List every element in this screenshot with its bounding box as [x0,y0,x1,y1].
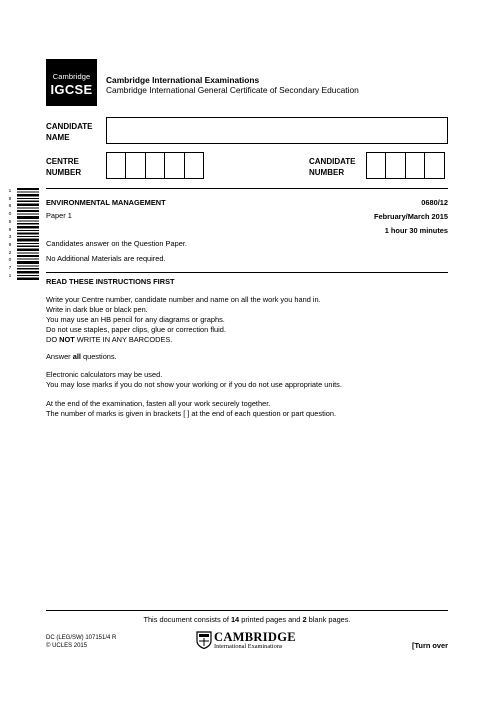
barcode-digit: 1 [8,189,12,194]
igcse-logo [46,59,97,106]
subject-title: ENVIRONMENTAL MANAGEMENT [46,198,166,207]
exam-session: February/March 2015 [374,212,448,221]
centre-number-cell[interactable] [184,152,204,179]
centre-number-field[interactable] [106,152,204,179]
candidate-number-cell[interactable] [424,152,444,179]
barcode-digit: 9 [8,227,12,233]
instruction-line: You may lose marks if you do not show your working or if you do not use appropriate units. [46,380,342,389]
blank-pages-count: 2 [302,615,307,624]
instruction-line: Do not use staples, paper clips, glue or correction fluid. [46,325,226,334]
instructions-block-3 [46,399,336,419]
text-segment: DO [46,335,60,344]
barcode-digit: 3 [8,235,12,241]
emphasis-not: NOT [59,335,75,344]
divider [46,188,448,189]
exam-duration: 1 hour 30 minutes [384,226,448,235]
text-segment: Answer [46,352,73,361]
document-reference [46,634,116,650]
instruction-line: At the end of the examination, fasten all your work securely together. [46,399,271,408]
text-segment: printed pages and [239,615,303,624]
centre-number-cell[interactable] [164,152,184,179]
centre-number-cell[interactable] [125,152,145,179]
candidate-name-label: CANDIDATE NAME [46,122,93,142]
text-segment: This document consists of [143,615,231,624]
instruction-line: You may use an HB pencil for any diagrams or graphs. [46,315,225,324]
barcode-image [17,188,39,280]
paper-number: Paper 1 [46,211,72,220]
instructions-heading: READ THESE INSTRUCTIONS FIRST [46,277,175,286]
barcode-digit: 1 [8,273,12,279]
divider [46,272,448,273]
header-subtitle: Cambridge International General Certificate of Secondary Education [106,85,359,95]
barcode-digit: 0 [8,212,12,218]
cambridge-brand: CAMBRIDGE [214,630,296,644]
page-count [46,615,448,625]
text-segment: WRITE IN ANY BARCODES. [74,335,173,344]
barcode-digit: 2 [8,250,12,256]
barcode-digit: 5 [8,219,12,225]
barcode-digit: 8 [8,196,12,202]
logo-line-2: IGCSE [50,82,93,97]
instructions-block-2 [46,370,342,390]
turn-over-note: [Turn over [412,641,448,650]
barcode-digit: 6 [8,204,12,210]
emphasis-all: all [72,352,81,361]
syllabus-code: 0680/12 [421,198,448,207]
cambridge-brand-subtitle: International Examinations [214,643,283,650]
candidate-number-cell[interactable] [385,152,405,179]
candidate-number-cell[interactable] [366,152,386,179]
instruction-line: Electronic calculators may be used. [46,370,163,379]
centre-number-label: CENTRE NUMBER [46,157,82,177]
centre-number-cell[interactable] [106,152,126,179]
answer-all-instruction [46,352,117,362]
header-title: Cambridge International Examinations [106,75,260,85]
footer-divider [46,610,448,611]
barcode-digit: 9 [8,242,12,248]
copyright-text: © UCLES 2015 [46,643,88,649]
centre-number-cell[interactable] [145,152,165,179]
instruction-line: Write your Centre number, candidate number and name on all the work you hand in. [46,295,321,304]
materials-note: No Additional Materials are required. [46,254,166,263]
candidate-name-field[interactable] [106,117,448,144]
answer-on-paper-note: Candidates answer on the Question Paper. [46,239,187,248]
logo-line-1: Cambridge [52,72,91,81]
printed-pages-count: 14 [230,615,240,624]
instruction-line: Write in dark blue or black pen. [46,305,148,314]
instruction-line: The number of marks is given in brackets [ ] at the end of each question or part question. [46,409,337,418]
barcode-digit: 7 [8,266,12,272]
barcode-number [6,188,14,280]
reference-code: DC (LEG/SW) 107151/4 R [46,635,117,641]
candidate-number-cell[interactable] [405,152,425,179]
text-segment: blank pages. [306,615,351,624]
text-segment: questions. [80,352,117,361]
barcode-digit: 0 [8,258,12,264]
instructions-block-1 [46,295,321,345]
candidate-number-label: CANDIDATE NUMBER [309,157,356,177]
instruction-line-barcodes [46,335,321,345]
candidate-number-field[interactable] [366,152,445,179]
crest-icon [196,631,212,649]
